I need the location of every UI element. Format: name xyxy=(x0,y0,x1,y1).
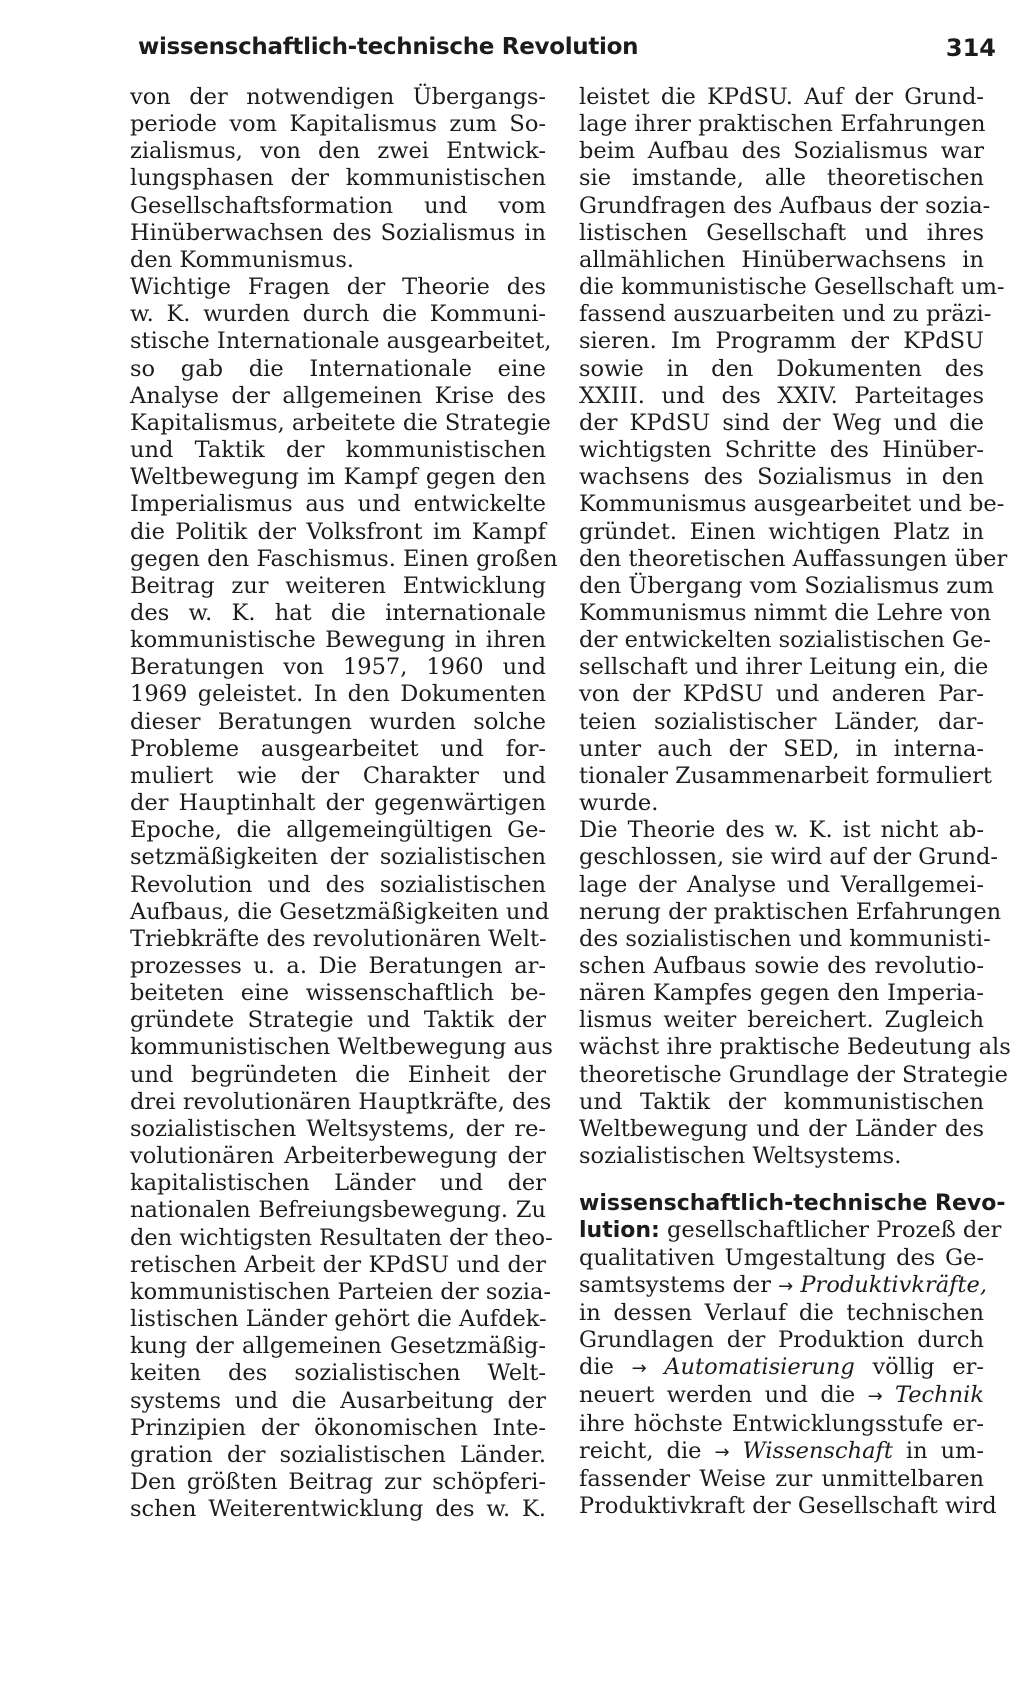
text-line: Weltbewegung im Kampf gegen den xyxy=(130,464,546,491)
text-line: Imperialismus aus und entwickelte xyxy=(130,491,546,518)
entry-line xyxy=(579,1438,984,1466)
text-line: Kommunismus nimmt die Lehre von xyxy=(579,599,992,626)
text-line: unter auch der SED, in interna- xyxy=(579,735,984,762)
entry-line xyxy=(579,1217,1002,1244)
text-line: w. K. wurden durch die Kommuni- xyxy=(130,301,546,328)
text-line: systems und die Ausarbeitung der xyxy=(130,1387,546,1414)
text-line: kommunistischen Weltbewegung aus xyxy=(130,1034,553,1061)
entry-line: Grundlagen der Produktion durch xyxy=(579,1327,984,1354)
text-line: Wichtige Fragen der Theorie des xyxy=(130,274,546,301)
text-line: theoretische Grundlage der Strategie xyxy=(579,1061,1008,1088)
running-head: wissenschaftlich-technische Revolution xyxy=(138,34,639,60)
text-line: und Taktik der kommunistischen xyxy=(579,1088,984,1115)
entry-lemma-end: lution: xyxy=(579,1218,660,1244)
text-line: nationalen Befreiungsbewegung. Zu xyxy=(130,1197,546,1224)
text-line: 1969 geleistet. In den Dokumenten xyxy=(130,681,546,708)
cross-reference-arrow-icon: → xyxy=(631,1358,647,1380)
text-line: geschlossen, sie wird auf der Grund- xyxy=(579,844,999,871)
text-line: dieser Beratungen wurden solche xyxy=(130,708,546,735)
text-line: kung der allgemeinen Gesetzmäßig- xyxy=(130,1333,546,1360)
text-line: sieren. Im Programm der KPdSU xyxy=(579,328,984,355)
text-line: Prinzipien der ökonomischen Inte- xyxy=(130,1414,546,1441)
text-line: Epoche, die allgemeingültigen Ge- xyxy=(130,817,546,844)
text-line: gründete Strategie und Taktik der xyxy=(130,1007,546,1034)
cross-reference-arrow-icon: → xyxy=(867,1386,883,1408)
text-line: Revolution und des sozialistischen xyxy=(130,871,546,898)
text-line: der entwickelten sozialistischen Ge- xyxy=(579,627,991,654)
text-line: Probleme ausgearbeitet und for- xyxy=(130,735,546,762)
text-line: der Hauptinhalt der gegenwärtigen xyxy=(130,790,546,817)
text-line: und begründeten die Einheit der xyxy=(130,1061,546,1088)
cross-reference-arrow-icon: → xyxy=(714,1441,730,1463)
text-line: Beratungen von 1957, 1960 und xyxy=(130,654,546,681)
text-line: so gab die Internationale eine xyxy=(130,355,546,382)
text-line: der KPdSU sind der Weg und die xyxy=(579,409,984,436)
text-line: sellschaft und ihrer Leitung ein, die xyxy=(579,654,989,681)
text-line: Weltbewegung und der Länder des xyxy=(579,1115,984,1142)
entry-line xyxy=(579,1382,984,1410)
cross-reference-wissenschaft[interactable]: Wissenschaft xyxy=(742,1437,893,1464)
text-line: Triebkräfte des revolutionären Welt- xyxy=(130,925,547,952)
entry-line: in dessen Verlauf die technischen xyxy=(579,1299,984,1326)
text-line: den Übergang vom Sozialismus zum xyxy=(579,572,994,599)
text-line: Aufbaus, die Gesetzmäßigkeiten und xyxy=(130,898,550,925)
text-line: kommunistische Bewegung in ihren xyxy=(130,627,546,654)
cross-reference-produktivkraefte[interactable]: Produktivkräfte, xyxy=(800,1271,987,1298)
text-line: sie imstande, alle theoretischen xyxy=(579,165,984,192)
text-line: den Kommunismus. xyxy=(130,246,355,273)
entry-definition-text: gesellschaftlicher Prozeß der xyxy=(659,1217,1002,1244)
text-line: von der notwendigen Übergangs- xyxy=(130,84,546,110)
text-line: periode vom Kapitalismus zum So- xyxy=(130,111,546,138)
text-line: lismus weiter bereichert. Zugleich xyxy=(579,1007,984,1034)
text-line: Die Theorie des w. K. ist nicht ab- xyxy=(579,817,984,844)
entry-line: qualitativen Umgestaltung des Ge- xyxy=(579,1244,984,1271)
text-line: lage der Analyse und Verallgemei- xyxy=(579,871,984,898)
text-line: lage ihrer praktischen Erfahrungen xyxy=(579,111,986,138)
text-line: keiten des sozialistischen Welt- xyxy=(130,1360,546,1387)
page-header xyxy=(138,30,996,70)
text-line: fassend auszuarbeiten und zu präzi- xyxy=(579,301,992,328)
entry-line xyxy=(579,1271,987,1300)
text-line: den wichtigsten Resultaten der theo- xyxy=(130,1224,553,1251)
text-line: tionaler Zusammenarbeit formuliert xyxy=(579,762,992,789)
text-line: wichtigsten Schritte des Hinüber- xyxy=(579,437,984,464)
text-line: von der KPdSU und anderen Par- xyxy=(579,681,984,708)
entry-text: völlig er- xyxy=(872,1354,985,1381)
text-line: stische Internationale ausgearbeitet, xyxy=(130,328,552,355)
entry-line: ihre höchste Entwicklungsstufe er- xyxy=(579,1410,984,1437)
text-line: beim Aufbau des Sozialismus war xyxy=(579,138,984,165)
text-line: wurde. xyxy=(579,790,659,817)
text-line: Analyse der allgemeinen Krise des xyxy=(130,382,546,409)
text-line: allmählichen Hinüberwachsens in xyxy=(579,246,984,273)
text-line: kapitalistischen Länder und der xyxy=(130,1170,546,1197)
text-line: und Taktik der kommunistischen xyxy=(130,437,546,464)
entry-text: in um- xyxy=(905,1437,984,1464)
text-line: sowie in den Dokumenten des xyxy=(579,355,984,382)
text-line: des w. K. hat die internationale xyxy=(130,599,546,626)
text-line: des sozialistischen und kommunisti- xyxy=(579,925,991,952)
entry-text: die xyxy=(579,1354,614,1381)
left-column xyxy=(130,84,558,1523)
text-line: zialismus, von den zwei Entwick- xyxy=(130,138,546,165)
text-line: sozialistischen Weltsystems, der re- xyxy=(130,1115,546,1142)
entry-line xyxy=(579,1354,984,1382)
text-line: Hinüberwachsen des Sozialismus in xyxy=(130,219,546,246)
paragraph-continued xyxy=(579,84,1008,817)
text-line: wächst ihre praktische Bedeutung als xyxy=(579,1034,1011,1061)
text-line: schen Weiterentwicklung des w. K. xyxy=(130,1496,546,1523)
text-line: prozesses u. a. Die Beratungen ar- xyxy=(130,953,546,979)
dictionary-entry xyxy=(579,1190,1006,1520)
entry-lemma: wissenschaftlich-technische Revo- xyxy=(579,1191,1006,1217)
text-line: lungsphasen der kommunistischen xyxy=(130,165,546,192)
text-line: Gesellschaftsformation und vom xyxy=(130,192,546,219)
text-line: Den größten Beitrag zur schöpferi- xyxy=(130,1468,546,1495)
text-line: gration der sozialistischen Länder. xyxy=(130,1441,546,1468)
text-line: wachsens des Sozialismus in den xyxy=(579,464,984,491)
right-column xyxy=(579,84,1011,1520)
entry-text: samtsystems der xyxy=(579,1271,772,1298)
left-column-text xyxy=(130,84,558,1523)
text-line: leistet die KPdSU. Auf der Grund- xyxy=(579,84,984,110)
text-line: setzmäßigkeiten der sozialistischen xyxy=(130,844,546,871)
page-number: 314 xyxy=(945,34,996,62)
text-line: beiteten eine wissenschaftlich be- xyxy=(130,980,546,1007)
paragraph-theory xyxy=(579,817,1011,1170)
text-line: gründet. Einen wichtigen Platz in xyxy=(579,518,984,545)
entry-text: reicht, die xyxy=(579,1437,702,1464)
entry-line: Produktivkraft der Gesellschaft wird xyxy=(579,1492,997,1519)
entry-text: neuert werden und die xyxy=(579,1382,856,1409)
text-line: Beitrag zur weiteren Entwicklung xyxy=(130,572,546,599)
text-line: XXIII. und des XXIV. Parteitages xyxy=(579,382,984,409)
text-line: muliert wie der Charakter und xyxy=(130,762,546,789)
text-line: nären Kampfes gegen den Imperia- xyxy=(579,980,984,1007)
text-line: Kapitalismus, arbeitete die Strategie xyxy=(130,409,551,436)
text-line: den theoretischen Auffassungen über xyxy=(579,545,1008,572)
cross-reference-technik[interactable]: Technik xyxy=(894,1382,984,1409)
text-line: gegen den Faschismus. Einen großen xyxy=(130,545,558,572)
text-line: kommunistischen Parteien der sozia- xyxy=(130,1278,552,1305)
text-line: die Politik der Volksfront im Kampf xyxy=(130,518,546,545)
text-line: retischen Arbeit der KPdSU und der xyxy=(130,1251,546,1278)
entry-line: fassender Weise zur unmittelbaren xyxy=(579,1465,984,1492)
text-line: teien sozialistischer Länder, dar- xyxy=(579,708,984,735)
text-line: die kommunistische Gesellschaft um- xyxy=(579,274,1005,301)
text-line: schen Aufbaus sowie des revolutio- xyxy=(579,953,984,979)
text-line: drei revolutionären Hauptkräfte, des xyxy=(130,1088,552,1115)
cross-reference-arrow-icon: → xyxy=(778,1275,794,1297)
text-line: volutionären Arbeiterbewegung der xyxy=(130,1143,546,1170)
text-line: nerung der praktischen Erfahrungen xyxy=(579,898,1002,925)
text-line: listischen Gesellschaft und ihres xyxy=(579,219,984,246)
text-line: Kommunismus ausgearbeitet und be- xyxy=(579,491,1005,518)
text-line: sozialistischen Weltsystems. xyxy=(579,1143,902,1170)
cross-reference-automatisierung[interactable]: Automatisierung xyxy=(664,1354,855,1381)
text-line: listischen Länder gehört die Aufdek- xyxy=(130,1306,547,1333)
text-line: Grundfragen des Aufbaus der sozia- xyxy=(579,192,991,219)
entry-line xyxy=(579,1190,1006,1217)
